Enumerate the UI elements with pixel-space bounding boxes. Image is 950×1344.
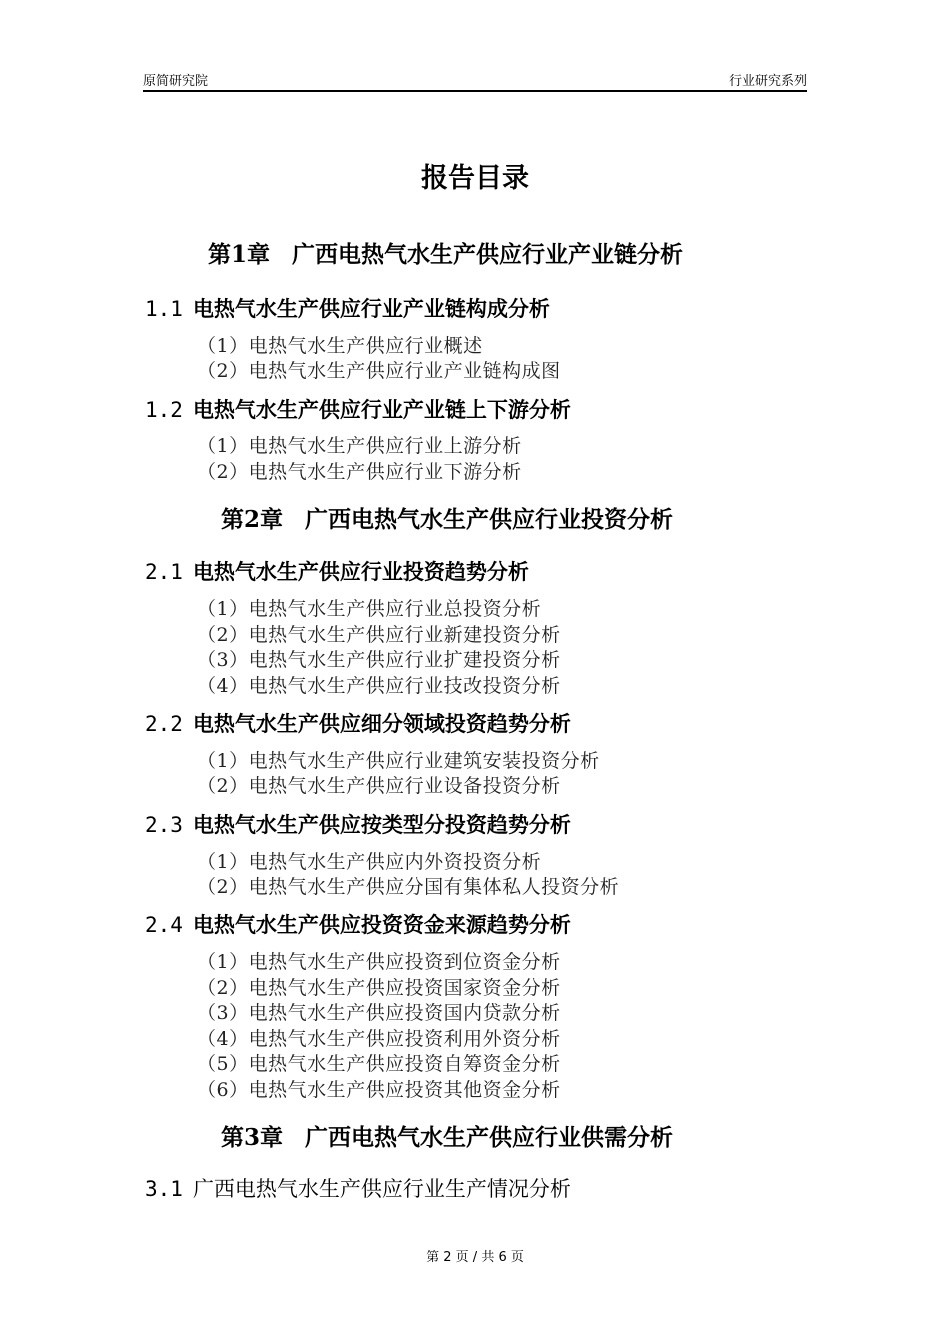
toc-item: （2）电热气水生产供应行业下游分析 <box>197 461 522 483</box>
chapter-title: 广西电热气水生产供应行业供需分析 <box>305 1124 674 1151</box>
toc-item: （2）电热气水生产供应分国有集体私人投资分析 <box>197 876 620 898</box>
toc-item: （1）电热气水生产供应行业概述 <box>197 335 483 357</box>
chapter-heading <box>208 236 683 269</box>
section-heading: 2.2 电热气水生产供应细分领域投资趋势分析 <box>145 711 571 736</box>
section-heading: 3.1 广西电热气水生产供应行业生产情况分析 <box>145 1177 571 1201</box>
section-heading: 2.1 电热气水生产供应行业投资趋势分析 <box>145 559 529 584</box>
section-heading: 2.3 电热气水生产供应按类型分投资趋势分析 <box>145 812 571 837</box>
toc-title: 报告目录 <box>421 163 529 194</box>
toc-item: （1）电热气水生产供应投资到位资金分析 <box>197 951 561 973</box>
toc-item: （5）电热气水生产供应投资自筹资金分析 <box>197 1053 561 1075</box>
toc-item: （3）电热气水生产供应投资国内贷款分析 <box>197 1002 561 1024</box>
chapter-label: 第1章 <box>208 241 271 268</box>
chapter-label: 第3章 <box>221 1124 284 1151</box>
chapter-title: 广西电热气水生产供应行业投资分析 <box>305 506 674 533</box>
chapter-label: 第2章 <box>221 506 284 533</box>
chapter-heading <box>221 501 673 534</box>
section-heading: 1.1 电热气水生产供应行业产业链构成分析 <box>145 296 550 321</box>
chapter-title: 广西电热气水生产供应行业产业链分析 <box>292 241 684 268</box>
toc-item: （1）电热气水生产供应行业上游分析 <box>197 435 522 457</box>
header-org: 原简研究院 <box>143 74 209 89</box>
toc-item: （4）电热气水生产供应投资利用外资分析 <box>197 1028 561 1050</box>
toc-item: （1）电热气水生产供应内外资投资分析 <box>197 851 542 873</box>
toc-item: （6）电热气水生产供应投资其他资金分析 <box>197 1079 561 1101</box>
section-heading: 1.2 电热气水生产供应行业产业链上下游分析 <box>145 397 571 422</box>
toc-item: （2）电热气水生产供应行业产业链构成图 <box>197 360 561 382</box>
page-number: 第 2 页 / 共 6 页 <box>426 1250 524 1265</box>
toc-item: （4）电热气水生产供应行业技改投资分析 <box>197 675 561 697</box>
toc-item: （2）电热气水生产供应行业新建投资分析 <box>197 624 561 646</box>
toc-item: （2）电热气水生产供应投资国家资金分析 <box>197 977 561 999</box>
toc-item: （1）电热气水生产供应行业总投资分析 <box>197 598 542 620</box>
toc-item: （3）电热气水生产供应行业扩建投资分析 <box>197 649 561 671</box>
chapter-heading <box>221 1119 673 1152</box>
header-series: 行业研究系列 <box>728 74 807 89</box>
toc-item: （2）电热气水生产供应行业设备投资分析 <box>197 775 561 797</box>
toc-item: （1）电热气水生产供应行业建筑安装投资分析 <box>197 750 600 772</box>
page-header <box>143 68 807 92</box>
section-heading: 2.4 电热气水生产供应投资资金来源趋势分析 <box>145 912 571 937</box>
